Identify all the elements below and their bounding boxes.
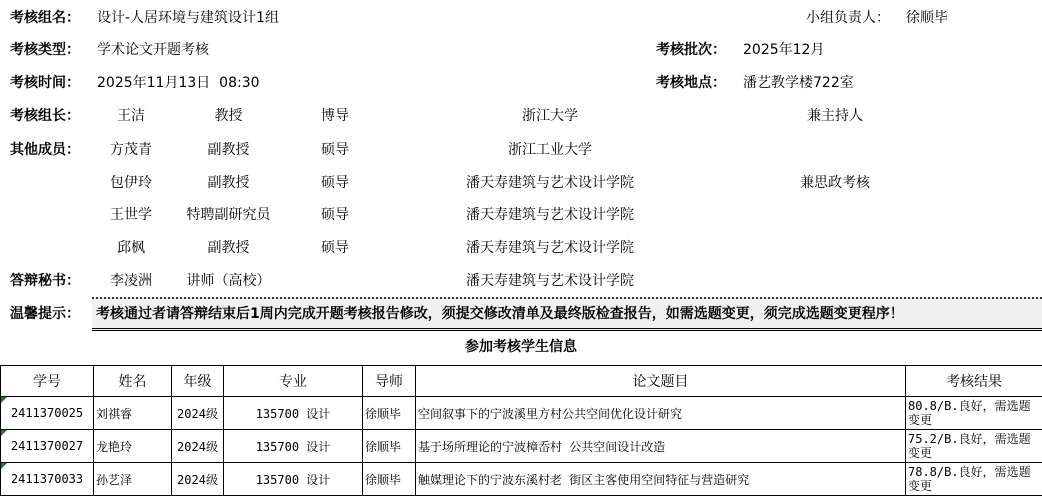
result-cell[interactable] <box>906 430 1042 463</box>
student-id-cell[interactable] <box>1 463 94 496</box>
major: 135700 设计 <box>255 439 331 454</box>
member-supervisor: 硕导 <box>321 240 349 256</box>
member-supervisor: 硕导 <box>321 142 349 158</box>
group-label: 考核组名： <box>10 10 80 26</box>
cell-flag-icon <box>1 463 7 469</box>
time-label: 考核时间： <box>10 75 80 91</box>
column-header: 姓名 <box>94 366 172 397</box>
member-title: 讲师（高校） <box>186 273 271 289</box>
table-row <box>1 397 1042 430</box>
member-org: 浙江工业大学 <box>508 142 592 158</box>
students-title: 参加考核学生信息 <box>465 339 577 355</box>
cell-flag-icon <box>1 430 7 436</box>
column-header: 导师 <box>363 366 416 397</box>
result-cell[interactable] <box>906 397 1042 430</box>
member-org: 潘天寿建筑与艺术设计学院 <box>466 175 634 191</box>
major-cell[interactable] <box>224 430 363 463</box>
advisor: 徐顺毕 <box>365 406 402 421</box>
column-header: 年级 <box>172 366 224 397</box>
member-name: 王洁 <box>117 108 145 124</box>
member-title: 教授 <box>214 108 243 124</box>
advisor: 徐顺毕 <box>365 472 402 487</box>
table-row <box>1 463 1042 496</box>
leader-label: 小组负责人： <box>806 10 890 26</box>
grade-cell[interactable] <box>172 463 224 496</box>
chief-label: 考核组长： <box>10 108 80 124</box>
cell-flag-icon <box>1 397 7 403</box>
thesis-title: 空间叙事下的宁波溪里方村公共空间优化设计研究 <box>418 406 683 421</box>
tip-text: 考核通过者请答辩结束后1周内完成开题考核报告修改，须提交修改清单及最终版检查报告，如需选题变更，须完成选题变更程序！ <box>92 297 1042 331</box>
major-cell[interactable] <box>224 397 363 430</box>
member-title: 副教授 <box>207 175 250 191</box>
student-name-cell[interactable] <box>94 397 172 430</box>
member-name: 包伊玲 <box>110 175 152 191</box>
type-label: 考核类型： <box>10 42 80 58</box>
thesis-title: 触媒理论下的宁波东溪村老 街区主客使用空间特征与营造研究 <box>418 472 750 487</box>
major: 135700 设计 <box>255 472 331 487</box>
students-table <box>0 365 1042 496</box>
member-supervisor: 博导 <box>321 108 349 124</box>
group-value: 设计-人居环境与建筑设计1组 <box>97 10 279 26</box>
student-name: 龙艳玲 <box>96 439 133 454</box>
place-value: 潘艺教学楼722室 <box>743 75 854 91</box>
member-supervisor: 硕导 <box>321 175 349 191</box>
student-name-cell[interactable] <box>94 430 172 463</box>
thesis-title-cell[interactable] <box>416 430 906 463</box>
advisor-cell[interactable] <box>363 430 416 463</box>
student-id-cell[interactable] <box>1 430 94 463</box>
member-org: 潘天寿建筑与艺术设计学院 <box>466 273 634 289</box>
member-org: 浙江大学 <box>522 108 578 124</box>
grade: 2024级 <box>177 472 218 487</box>
tip-label: 温馨提示： <box>10 306 80 322</box>
grade: 2024级 <box>177 406 218 421</box>
grade-cell[interactable] <box>172 397 224 430</box>
thesis-title: 基于场所理论的宁波樟岙村 公共空间设计改造 <box>418 439 666 454</box>
major: 135700 设计 <box>255 406 331 421</box>
result: 75.2/B.良好，需选题变更 <box>908 432 1031 460</box>
student-name: 刘祺睿 <box>96 406 133 421</box>
member-supervisor: 硕导 <box>321 207 349 223</box>
member-title: 副教授 <box>207 240 250 256</box>
others-label: 其他成员： <box>10 142 80 158</box>
column-header: 考核结果 <box>906 366 1042 397</box>
member-name: 李凌洲 <box>110 273 152 289</box>
member-org: 潘天寿建筑与艺术设计学院 <box>466 240 634 256</box>
member-role: 兼思政考核 <box>800 175 870 191</box>
member-title: 副教授 <box>207 142 250 158</box>
grade-cell[interactable] <box>172 430 224 463</box>
column-header: 学号 <box>1 366 94 397</box>
student-name-cell[interactable] <box>94 463 172 496</box>
advisor-cell[interactable] <box>363 463 416 496</box>
advisor-cell[interactable] <box>363 397 416 430</box>
member-name: 邱枫 <box>117 240 145 256</box>
thesis-title-cell[interactable] <box>416 397 906 430</box>
batch-label: 考核批次： <box>656 42 726 58</box>
column-header: 论文题目 <box>416 366 906 397</box>
thesis-title-cell[interactable] <box>416 463 906 496</box>
grade: 2024级 <box>177 439 218 454</box>
major-cell[interactable] <box>224 463 363 496</box>
secretary-label: 答辩秘书： <box>10 273 80 289</box>
batch-value: 2025年12月 <box>743 42 825 58</box>
student-name: 孙艺泽 <box>96 472 133 487</box>
leader-value: 徐顺毕 <box>906 10 948 26</box>
student-id: 2411370027 <box>10 439 84 453</box>
type-value: 学术论文开题考核 <box>97 42 209 58</box>
student-id: 2411370025 <box>10 406 84 420</box>
table-row <box>1 430 1042 463</box>
student-id: 2411370033 <box>10 472 84 486</box>
student-id-cell[interactable] <box>1 397 94 430</box>
result-cell[interactable] <box>906 463 1042 496</box>
member-name: 方茂青 <box>110 142 152 158</box>
time-value: 2025年11月13日 08:30 <box>97 75 260 91</box>
result: 78.8/B.良好，需选题变更 <box>908 465 1031 493</box>
place-label: 考核地点： <box>656 75 726 91</box>
member-name: 王世学 <box>110 207 152 223</box>
member-org: 潘天寿建筑与艺术设计学院 <box>466 207 634 223</box>
member-title: 特聘副研究员 <box>186 207 271 223</box>
column-header: 专业 <box>224 366 363 397</box>
member-role: 兼主持人 <box>807 108 863 124</box>
advisor: 徐顺毕 <box>365 439 402 454</box>
result: 80.8/B.良好，需选题变更 <box>908 399 1031 427</box>
